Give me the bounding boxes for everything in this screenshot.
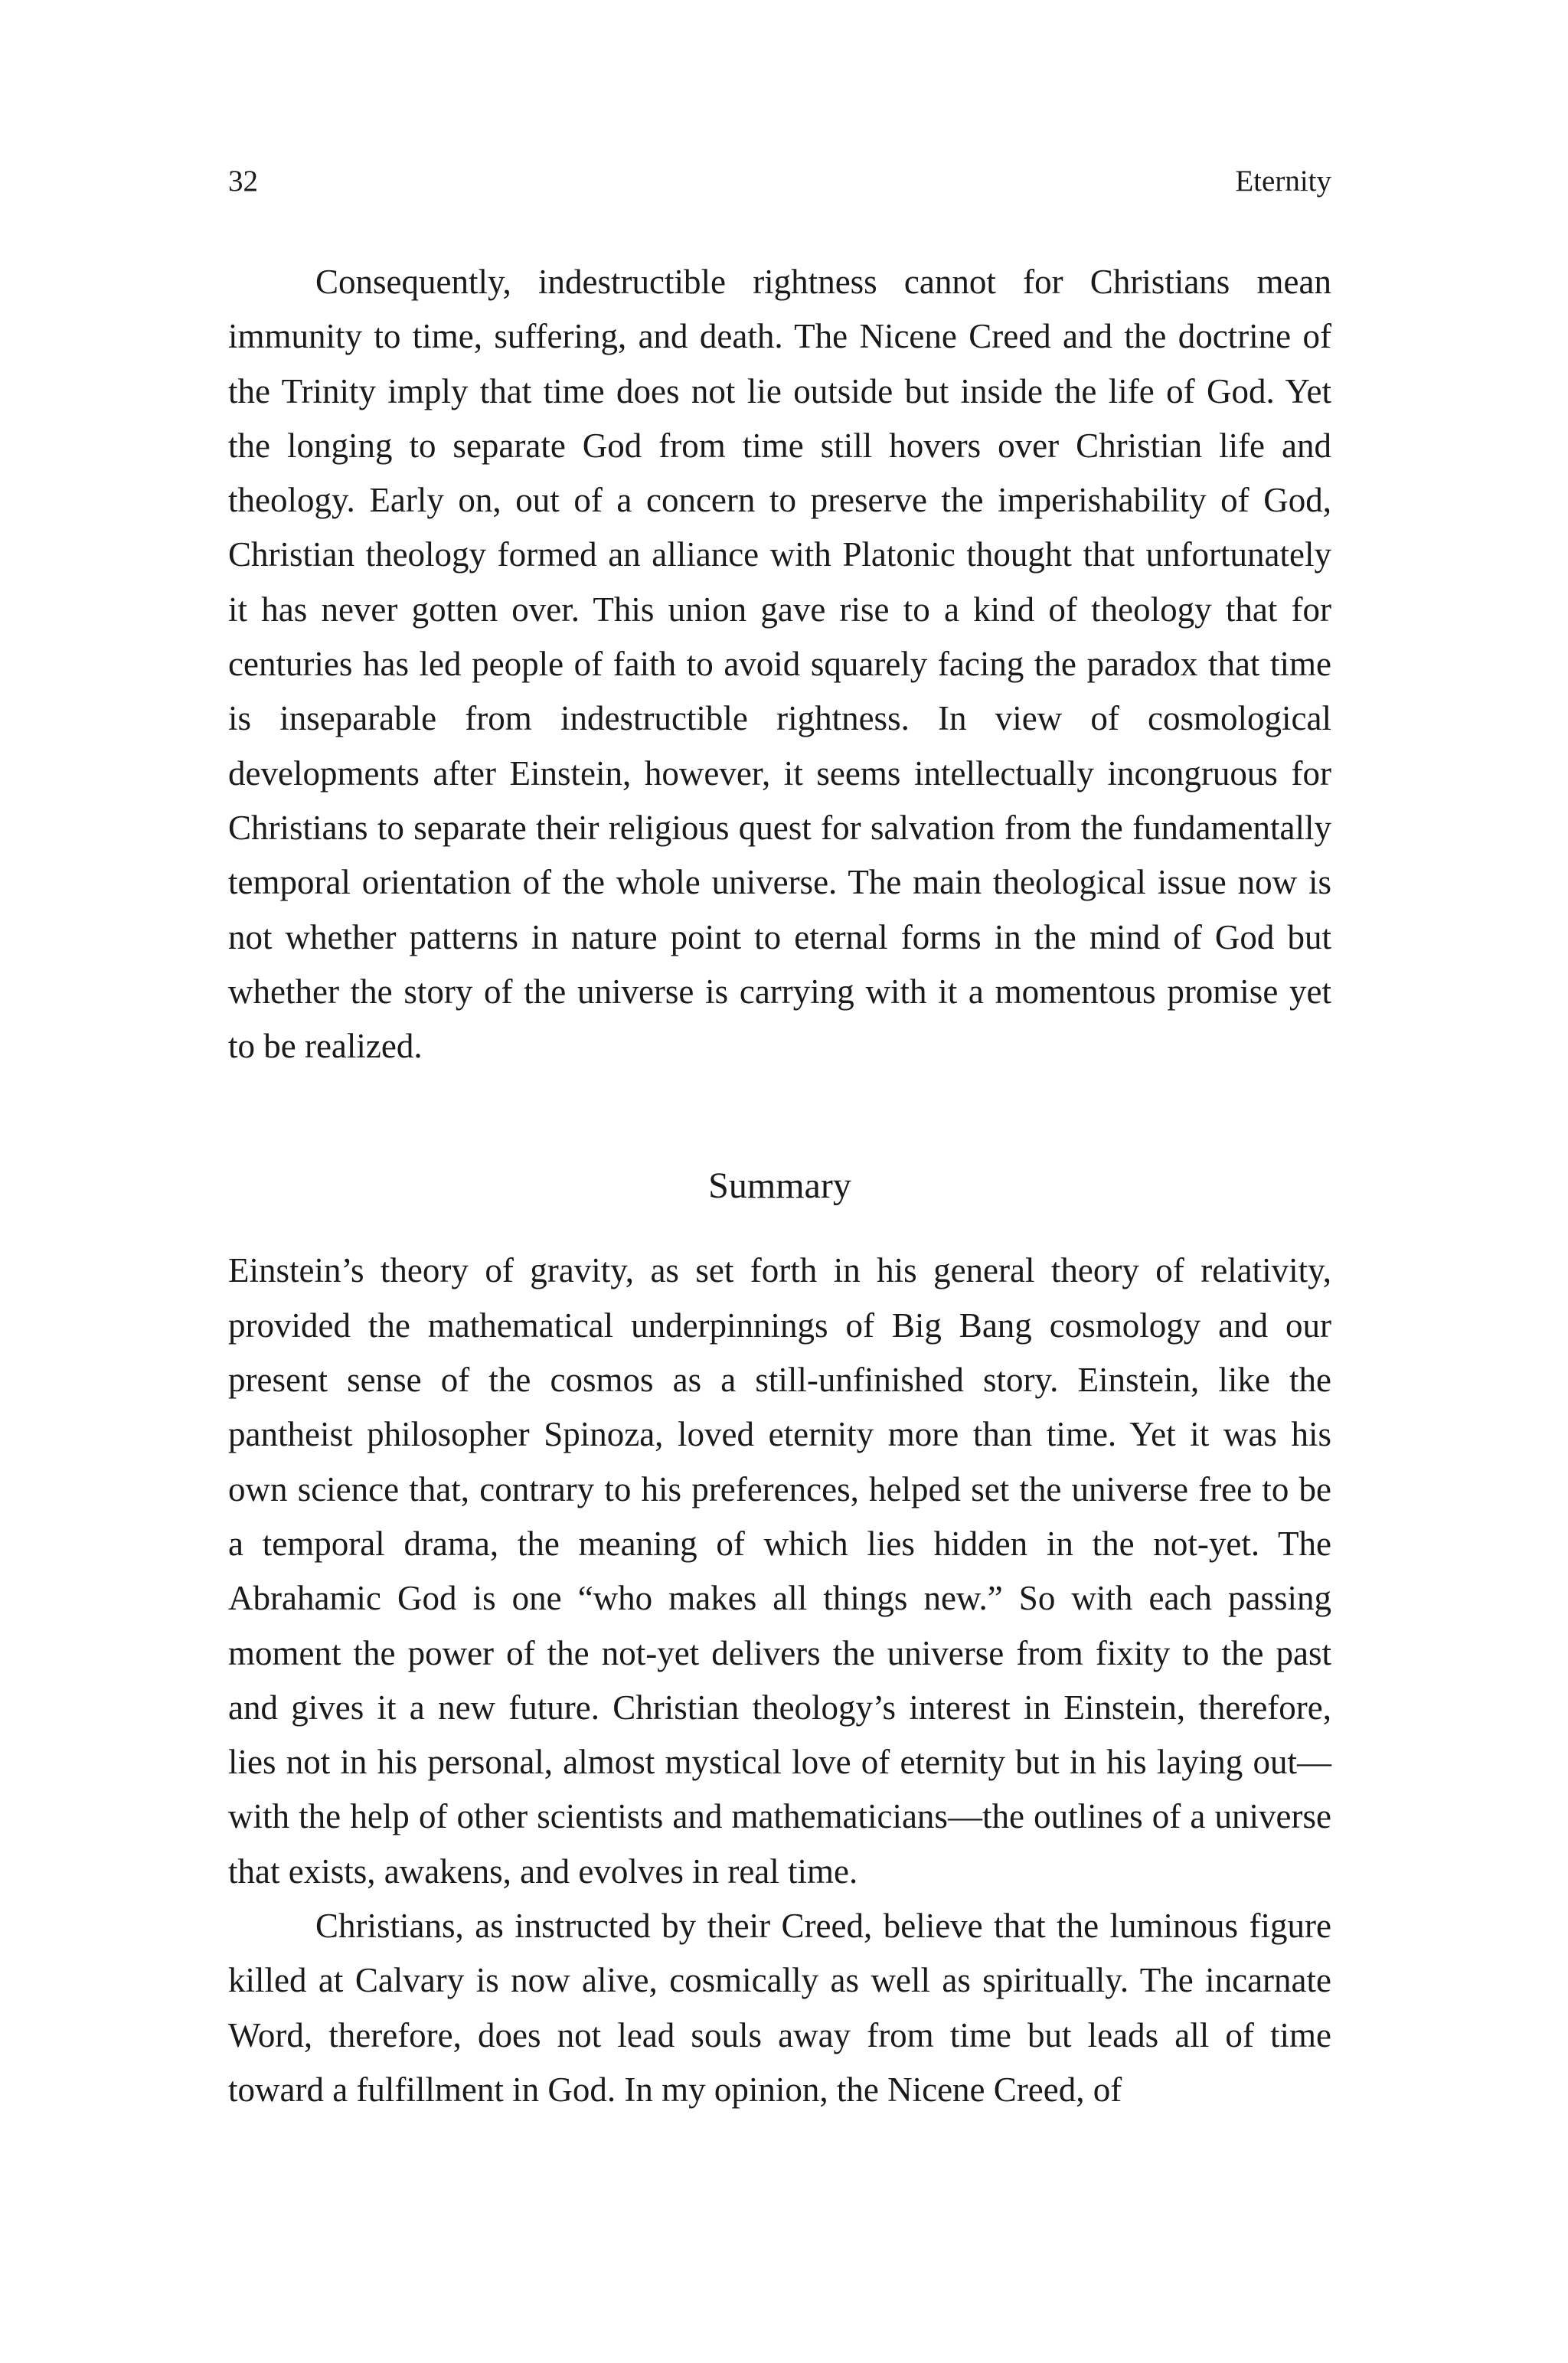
running-head xyxy=(228,162,1331,201)
section-heading: Summary xyxy=(708,1165,851,1207)
body-paragraph-1: Consequently, indestructible rightness cannot for Christians mean immunity to time, suffering, and death. The Nicene Creed and the doctrine of the Trinity imply that time does not lie outside but inside the life of God. Yet the longing to separate God from time still hovers over Christian life and theology. Early on, out of a concern to preserve the imperishability of God, Christian theology formed an alliance with Platonic thought that unfortunately it has never gotten over. This union gave rise to a kind of theology that for centuries has led people of faith to avoid squarely facing the paradox that time is inseparable from indestructible rightness. In view of cosmological developments after Einstein, however, it seems intellectually incongruous for Christians to separate their religious quest for salvation from the fundamentally temporal orientation of the whole universe. The main theological issue now is not whether patterns in nature point to eternal forms in the mind of God but whether the story of the universe is carrying with it a momentous promise yet to be realized. xyxy=(228,263,1331,1066)
body-paragraph-3: Christians, as instructed by their Creed, believe that the luminous figure killed at Calvary is now alive, cosmically as well as spiritually. The incarnate Word, therefore, does not lead souls away from time but leads all of time toward a fulfillment in God. In my opinion, the Nicene Creed, of xyxy=(228,1907,1331,2109)
page-number: 32 xyxy=(228,165,258,198)
text-block xyxy=(228,255,1331,2117)
body-paragraph-2: Einstein’s theory of gravity, as set forth in his general theory of relativity, provided the mathematical underpinnings of Big Bang cosmology and our present sense of the cosmos as a still-unfinished story. Einstein, like the pantheist philosopher Spinoza, loved eternity more than time. Yet it was his own science that, contrary to his preferences, helped set the universe free to be a temporal drama, the meaning of which lies hidden in the not-yet. The Abrahamic God is one “who makes all things new.” So with each passing moment the power of the not-yet delivers the universe from fixity to the past and gives it a new future. Christian theology’s interest in Einstein, therefore, lies not in his personal, almost mystical love of eternity but in his laying out—with the help of other scientists and mathematicians—the outlines of a universe that exists, awakens, and evolves in real time. xyxy=(228,1251,1331,1891)
chapter-title: Eternity xyxy=(1235,165,1331,198)
